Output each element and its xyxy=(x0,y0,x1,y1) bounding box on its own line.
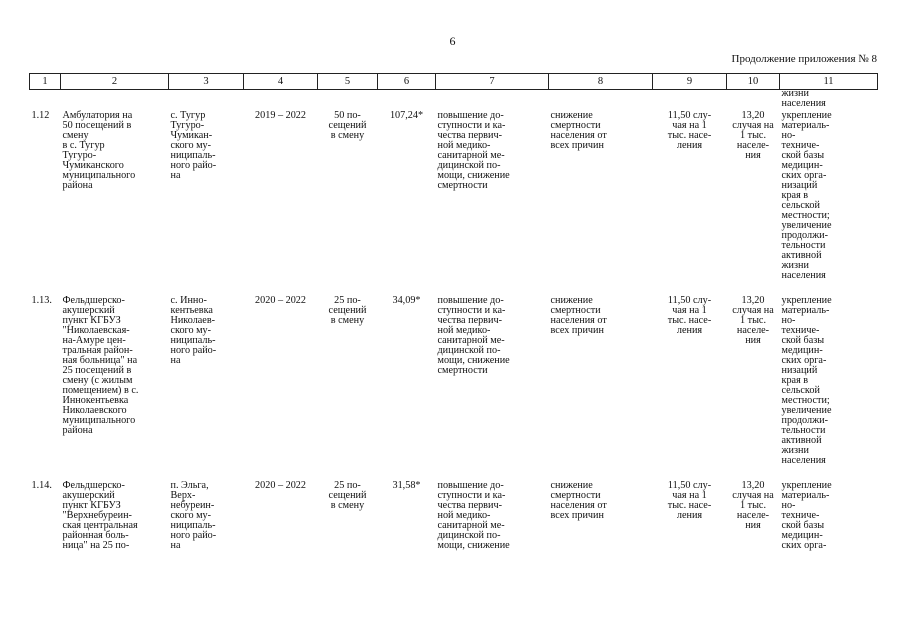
row-number: 1.13. xyxy=(31,295,52,306)
table-row xyxy=(30,296,878,466)
object-name: Фельдшерско- акушерский пункт КГБУЗ "Николаевская- на-Амуре цен- тральная район- ная больница" на 25 посещений в смену (с жилым помещением) в с. Иннокентьевка Николаевского муниципального района xyxy=(62,295,139,436)
effect: укрепление материаль- но- техниче- ской базы медицин- ских орга- низаций края в сельской местности; увеличение продолжи- тельности активной жизни населения xyxy=(781,295,832,466)
header-cell: 11 xyxy=(780,74,878,90)
effect: укрепление материаль- но- техниче- ской базы медицин- ских орга- низаций края в сельской местности; увеличение продолжи- тельности активной жизни населения xyxy=(781,110,832,281)
object-name: Фельдшерско- акушерский пункт КГБУЗ "Верхнебуреин- ская центральная районная боль- ница" на 25 по- xyxy=(62,480,138,551)
header-cell: 7 xyxy=(436,74,549,90)
table-row xyxy=(30,481,878,551)
header-cell: 1 xyxy=(30,74,61,90)
goal: повышение до- ступности и ка- чества первич- ной медико- санитарной ме- дицинской по- мощи, снижение смертности xyxy=(437,295,510,376)
header-cell: 8 xyxy=(549,74,653,90)
goal: повышение до- ступности и ка- чества первич- ной медико- санитарной ме- дицинской по- мощи, снижение xyxy=(437,480,510,551)
cost: 107,24* xyxy=(389,110,424,121)
object-name: Амбулатория на 50 посещений в смену в с. Тугур Тугуро- Чумиканского муниципального района xyxy=(62,110,136,191)
row-number: 1.14. xyxy=(31,480,52,491)
value-before: 11,50 слу- чая на 1 тыс. насе- ления xyxy=(667,480,712,521)
header-cell: 9 xyxy=(653,74,727,90)
page-number: 6 xyxy=(449,34,456,48)
years: 2020 – 2022 xyxy=(255,480,306,491)
header-cell: 5 xyxy=(318,74,378,90)
years: 2019 – 2022 xyxy=(255,110,306,121)
goal: повышение до- ступности и ка- чества первич- ной медико- санитарной ме- дицинской по- мощи, снижение смертности xyxy=(437,110,510,191)
cost: 31,58* xyxy=(392,480,421,491)
years: 2020 – 2022 xyxy=(255,295,306,306)
capacity: 25 по- сещений в смену xyxy=(328,480,367,511)
cost: 34,09* xyxy=(392,295,421,306)
indicator: снижение смертности населения от всех причин xyxy=(550,110,607,151)
value-before: 11,50 слу- чая на 1 тыс. насе- ления xyxy=(667,295,712,336)
capacity: 50 по- сещений в смену xyxy=(328,110,367,141)
location: с. Тугур Тугуро- Чумикан- ского му- ниципаль- ного райо- на xyxy=(170,110,217,181)
row-number: 1.12 xyxy=(31,110,50,121)
effect: укрепление материаль- но- техниче- ской базы медицин- ских орга- xyxy=(781,480,832,551)
continuation-label: Продолжение приложения № 8 xyxy=(731,53,877,65)
carry-over-text: жизни населения xyxy=(781,88,826,109)
carry-over-row xyxy=(30,90,878,111)
header-cell: 2 xyxy=(61,74,169,90)
projects-table xyxy=(29,73,878,551)
table-row xyxy=(30,110,878,281)
header-cell: 4 xyxy=(244,74,318,90)
indicator: снижение смертности населения от всех причин xyxy=(550,295,607,336)
value-before: 11,50 слу- чая на 1 тыс. насе- ления xyxy=(667,110,712,151)
location: с. Инно- кентьевка Николаев- ского му- ниципаль- ного райо- на xyxy=(170,295,217,366)
header-cell: 3 xyxy=(169,74,244,90)
header-cell: 10 xyxy=(727,74,780,90)
capacity: 25 по- сещений в смену xyxy=(328,295,367,326)
value-after: 13,20 случая на 1 тыс. населе- ния xyxy=(732,110,774,161)
location: п. Эльга, Верх- небуреин- ского му- ниципаль- ного райо- на xyxy=(170,480,217,551)
header-cell: 6 xyxy=(378,74,436,90)
header-row xyxy=(30,74,878,90)
value-after: 13,20 случая на 1 тыс. населе- ния xyxy=(732,295,774,346)
value-after: 13,20 случая на 1 тыс. населе- ния xyxy=(732,480,774,531)
indicator: снижение смертности населения от всех причин xyxy=(550,480,607,521)
